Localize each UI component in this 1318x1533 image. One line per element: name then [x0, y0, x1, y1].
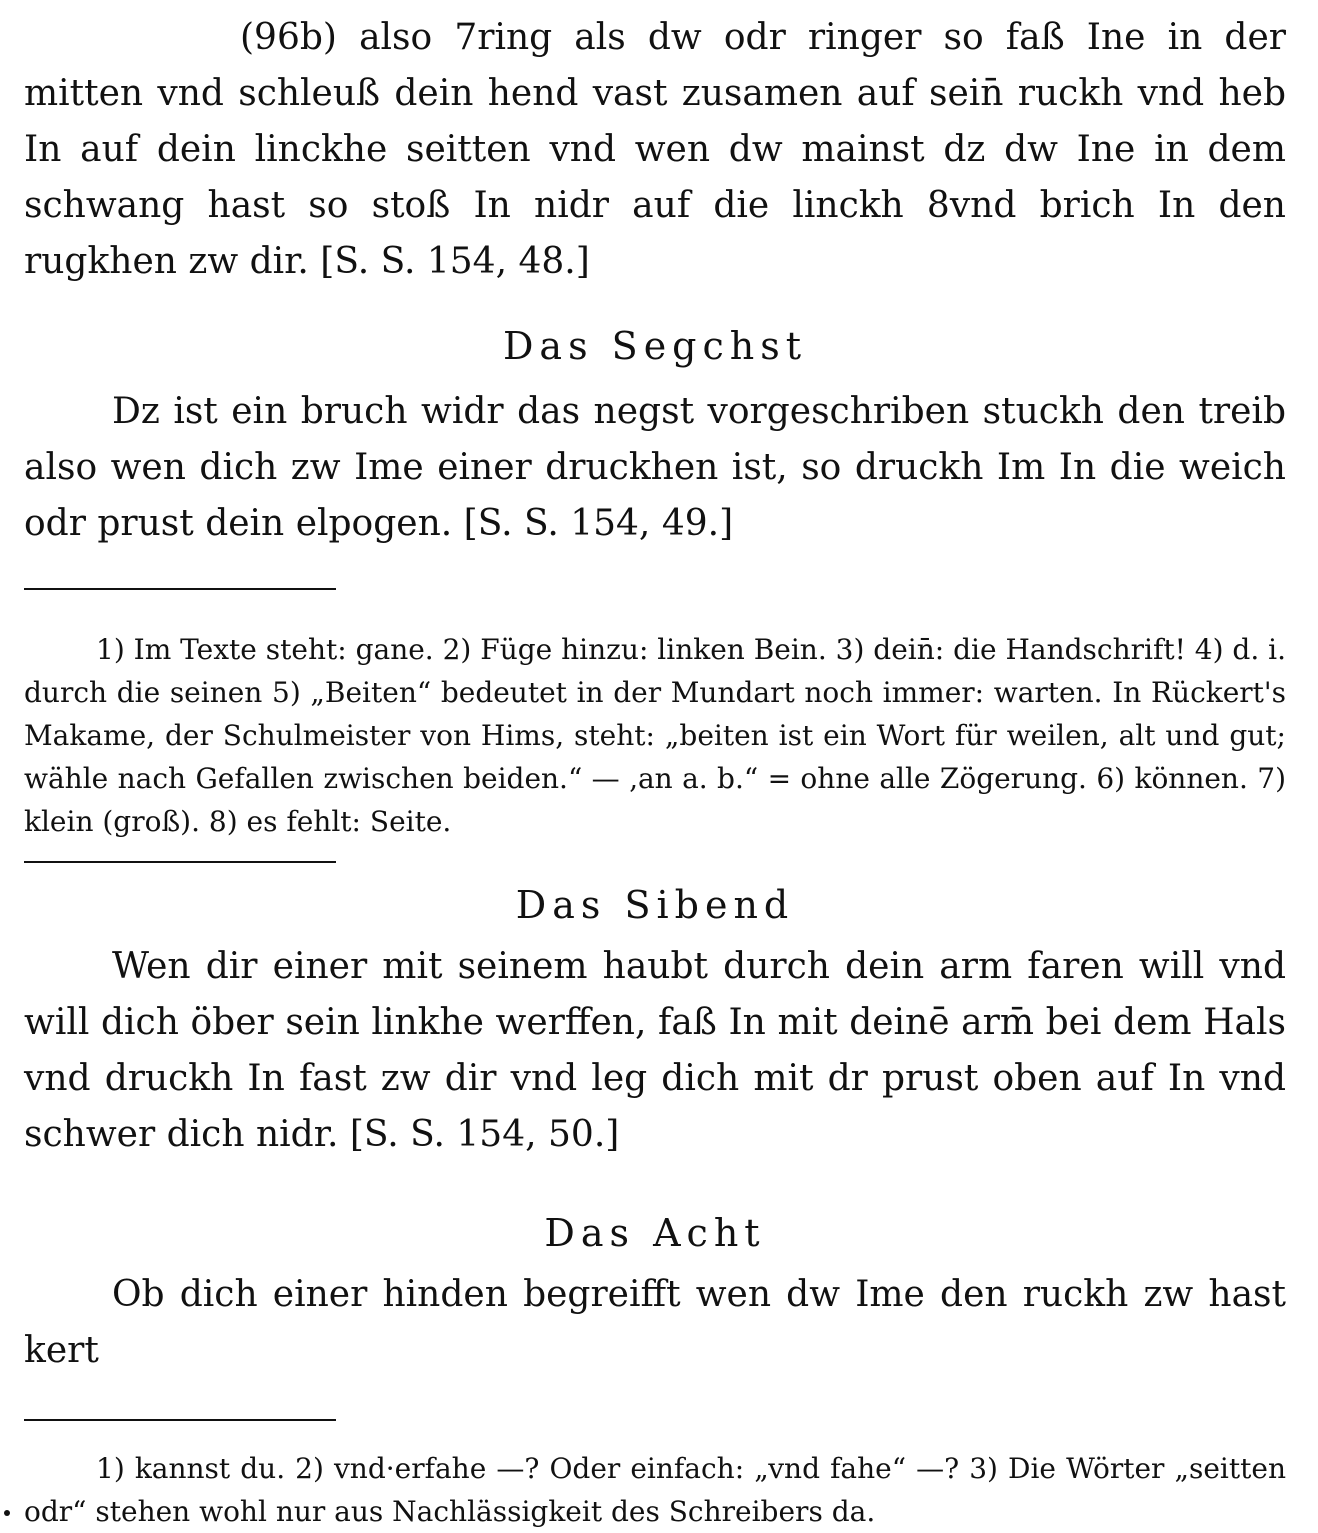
footnote-rule [24, 588, 336, 590]
paragraph-acht: Ob dich einer hinden begreifft wen dw Ime den ruckh zw hast kert [24, 1274, 1286, 1371]
footnote-rule [24, 1419, 336, 1421]
heading-das-sibend: Das Sibend [515, 883, 795, 927]
stray-mark [4, 1510, 10, 1516]
heading-das-acht: Das Acht [544, 1211, 766, 1255]
paragraph-96b: (96b) also 7ring als dw odr ringer so faß Ine in der mitten vnd schleuß dein hend vast zusamen auf sein̄ ruckh vnd heb In auf dein linckhe seitten vnd wen dw mainst dz dw Ine in dem schwang hast so stoß In nidr auf die linckh 8vnd brich In den rugkhen zw dir. [S. S. 154, 48.] [24, 17, 1286, 282]
footnote-rule [24, 861, 336, 863]
footnotes-block: 1) kannst du. 2) vnd·erfahe —? Oder einfach: „vnd fahe“ —? 3) Die Wörter „seitten odr“ stehen wohl nur aus Nachlässigkeit des Schreibers da. [24, 1452, 1286, 1528]
heading-das-segchst: Das Segchst [502, 324, 808, 368]
paragraph-sibend: Wen dir einer mit seinem haubt durch dein arm faren will vnd will dich öber sein linkhe werffen, faß In mit deinē arm̄ bei dem Hals vnd druckh In fast zw dir vnd leg dich mit dr prust oben auf In vnd schwer dich nidr. [S. S. 154, 50.] [24, 946, 1286, 1155]
page-body [24, 10, 1286, 1533]
footnotes-block: 1) Im Texte steht: gane. 2) Füge hinzu: linken Bein. 3) dein̄: die Handschrift! 4) d. i. durch die seinen 5) „Beiten“ bedeutet in der Mundart noch immer: warten. In Rückert's Makame, der Schulmeister von Hims, steht: „beiten ist ein Wort für weilen, alt und gut; wähle nach Gefallen zwischen beiden.“ — ‚an a. b.“ = ohne alle Zögerung. 6) können. 7) klein (groß). 8) es fehlt: Seite. [24, 633, 1286, 838]
paragraph-segchst: Dz ist ein bruch widr das negst vorgeschriben stuckh den treib also wen dich zw Ime einer druckhen ist, so druckh Im In die weich odr prust dein elpogen. [S. S. 154, 49.] [24, 391, 1286, 544]
